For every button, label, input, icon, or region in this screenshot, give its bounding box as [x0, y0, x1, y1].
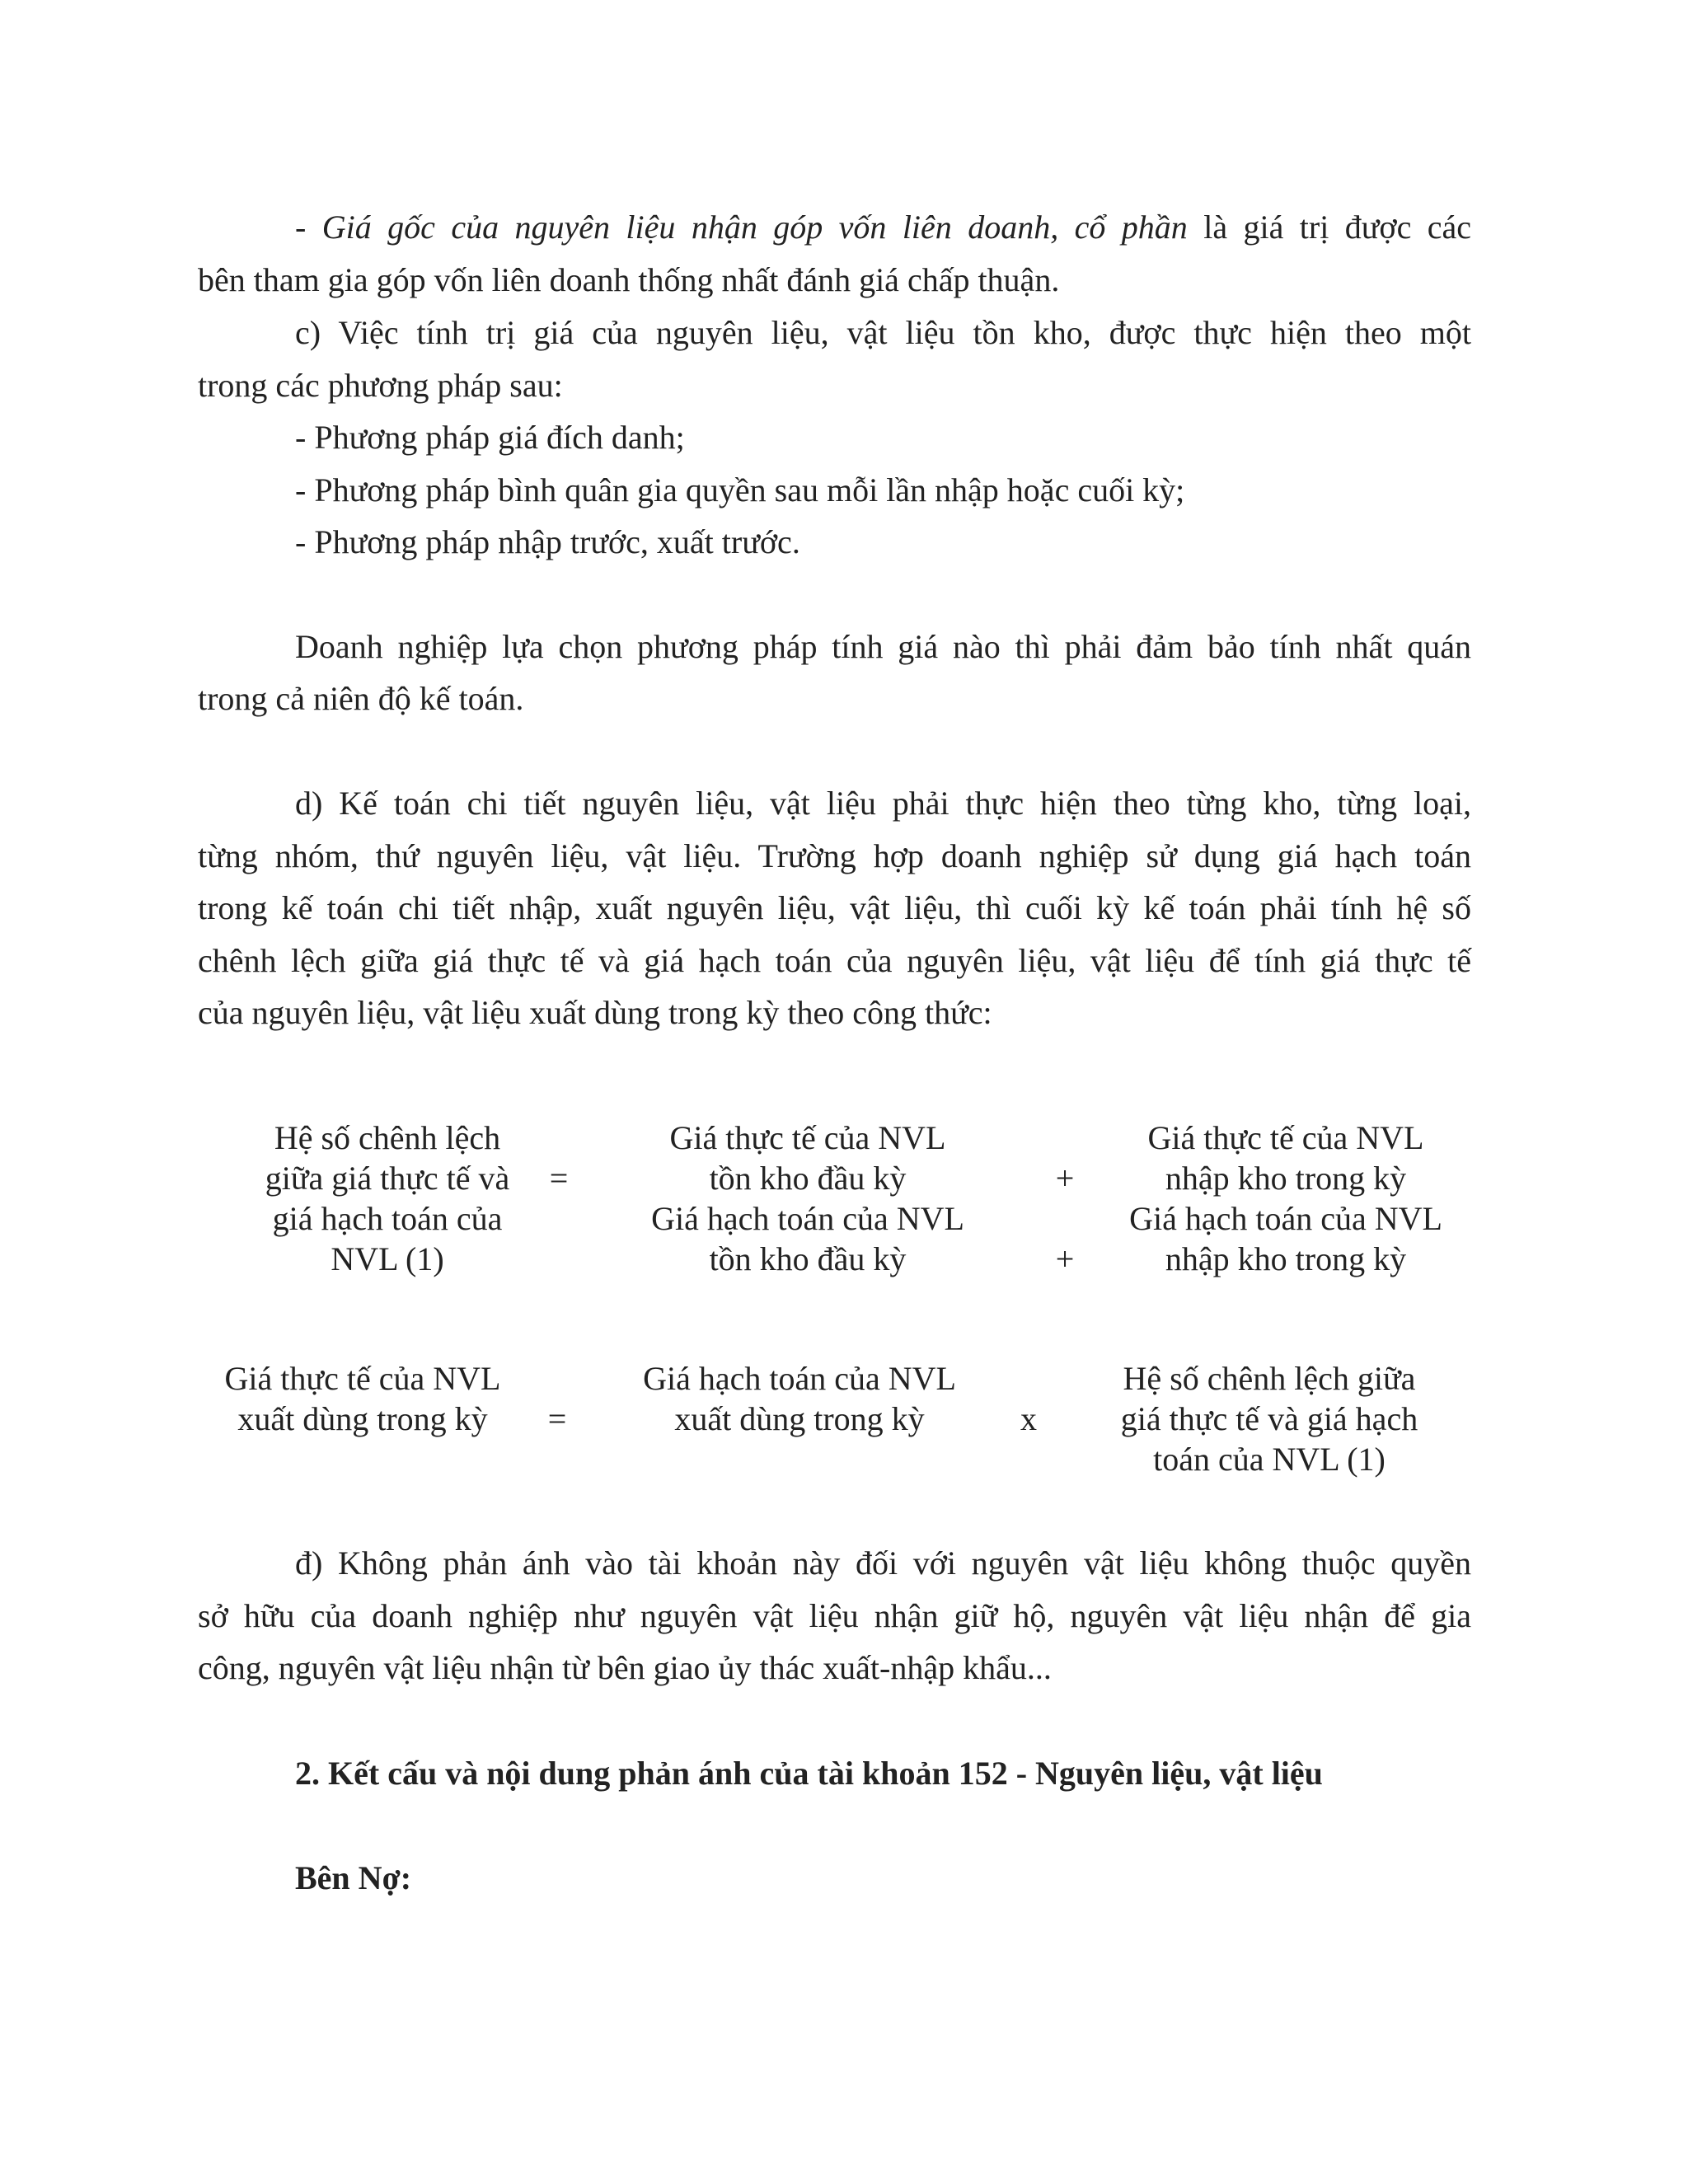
- equals-sign: =: [549, 1160, 569, 1197]
- formula-1-num-a-line: tồn kho đầu kỳ: [709, 1160, 907, 1197]
- plus-sign: +: [1055, 1240, 1075, 1277]
- formula-2-rhs: [1071, 1358, 1467, 1479]
- para-gia-goc-line-1: [198, 208, 1471, 247]
- formula-2-lhs-line: Giá thực tế của NVL: [224, 1360, 501, 1397]
- formula-1-denominator-a: [618, 1198, 997, 1279]
- ben-no-label: Bên Nợ:: [295, 1859, 412, 1896]
- formula-2-lhs-line: xuất dùng trong kỳ: [237, 1400, 488, 1437]
- formula-1-den-a-line: tồn kho đầu kỳ: [709, 1240, 907, 1277]
- formula-1-lhs: [214, 1118, 560, 1279]
- para-d-line-2: từng nhóm, thứ nguyên liệu, vật liệu. Trường hợp doanh nghiệp sử dụng giá hạch toán: [198, 837, 1471, 874]
- para-d-line-5: của nguyên liệu, vật liệu xuất dùng trong kỳ theo công thức:: [198, 994, 992, 1031]
- method-item: - Phương pháp giá đích danh;: [295, 419, 685, 456]
- formula-1-lhs-line: giá hạch toán của: [272, 1200, 503, 1237]
- formula-1-num-b-line: nhập kho trong kỳ: [1165, 1160, 1407, 1197]
- para-dd-line-3: công, nguyên vật liệu nhận từ bên giao ủy thác xuất-nhập khẩu...: [198, 1649, 1052, 1686]
- formula-1-numerator-a: [618, 1118, 997, 1198]
- para-gia-goc-rest: là giá trị được các: [1187, 209, 1471, 246]
- para-dd-line-1: đ) Không phản ánh vào tài khoản này đối với nguyên vật liệu không thuộc quyền: [295, 1544, 1471, 1582]
- para-d-line-3: trong kế toán chi tiết nhập, xuất nguyên liệu, vật liệu, thì cuối kỳ kế toán phải tính hệ số: [198, 889, 1471, 926]
- para-gia-goc-line-2: bên tham gia góp vốn liên doanh thống nhất đánh giá chấp thuận.: [198, 261, 1060, 298]
- formula-1-den-b-line: Giá hạch toán của NVL: [1129, 1200, 1442, 1237]
- method-item: - Phương pháp nhập trước, xuất trước.: [295, 523, 800, 560]
- italic-term: Giá gốc của nguyên liệu nhận góp vốn liên doanh, cổ phần: [321, 209, 1188, 246]
- formula-1-lhs-line: NVL (1): [331, 1240, 444, 1277]
- multiply-sign: x: [1020, 1400, 1037, 1437]
- para-c-line-2: trong các phương pháp sau:: [198, 367, 563, 404]
- formula-2-mid-line: xuất dùng trong kỳ: [674, 1400, 925, 1437]
- dash: -: [295, 209, 322, 246]
- formula-2-lhs: [198, 1358, 528, 1439]
- formula-2-middle: [610, 1358, 989, 1439]
- formula-2-rhs-line: Hệ số chênh lệch giữa: [1123, 1360, 1416, 1397]
- para-d-line-1: d) Kế toán chi tiết nguyên liệu, vật liệu phải thực hiện theo từng kho, từng loại,: [295, 785, 1471, 822]
- para-c-line-1-text: c) Việc tính trị giá của nguyên liệu, vật liệu tồn kho, được thực hiện theo một: [295, 314, 1471, 351]
- para-c-line-1: [198, 313, 1471, 353]
- formula-2-rhs-line: giá thực tế và giá hạch: [1120, 1400, 1418, 1437]
- formula-1-num-a-line: Giá thực tế của NVL: [669, 1119, 946, 1156]
- formula-1-numerator-b: [1088, 1118, 1484, 1198]
- para-dn-line-1: Doanh nghiệp lựa chọn phương pháp tính giá nào thì phải đảm bảo tính nhất quán: [295, 628, 1471, 665]
- formula-1-den-b-line: nhập kho trong kỳ: [1165, 1240, 1407, 1277]
- equals-sign: =: [547, 1400, 567, 1437]
- method-item: - Phương pháp bình quân gia quyền sau mỗi lần nhập hoặc cuối kỳ;: [295, 471, 1185, 509]
- para-dn-line-2: trong cả niên độ kế toán.: [198, 680, 524, 717]
- formula-2-rhs-line: toán của NVL (1): [1153, 1441, 1386, 1478]
- formula-1-num-b-line: Giá thực tế của NVL: [1147, 1119, 1424, 1156]
- plus-sign: +: [1055, 1160, 1075, 1197]
- para-d-line-4: chênh lệch giữa giá thực tế và giá hạch toán của nguyên liệu, vật liệu để tính giá thực tế: [198, 942, 1471, 979]
- para-dd-line-2: sở hữu của doanh nghiệp như nguyên vật liệu nhận giữ hộ, nguyên vật liệu nhận để gia: [198, 1597, 1471, 1634]
- formula-1-den-a-line: Giá hạch toán của NVL: [651, 1200, 964, 1237]
- section-2-heading: 2. Kết cấu và nội dung phản ánh của tài khoản 152 - Nguyên liệu, vật liệu: [295, 1755, 1323, 1792]
- formula-2-mid-line: Giá hạch toán của NVL: [643, 1360, 956, 1397]
- formula-1-lhs-line: Hệ số chênh lệch: [274, 1119, 501, 1156]
- formula-1-denominator-b: [1088, 1198, 1484, 1279]
- formula-1-lhs-line: giữa giá thực tế và: [265, 1160, 510, 1197]
